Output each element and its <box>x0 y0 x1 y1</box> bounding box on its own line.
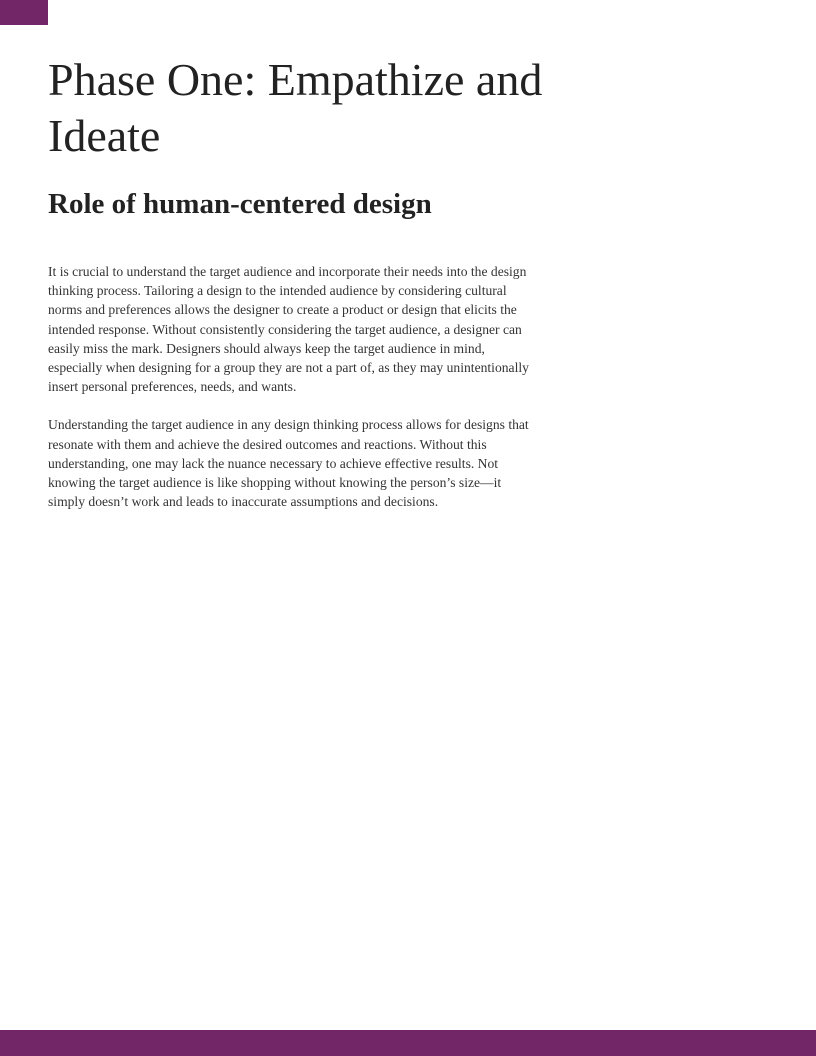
document-content <box>48 52 548 511</box>
footer-accent-bar <box>0 1030 816 1056</box>
section-heading: Role of human-centered design <box>48 188 432 220</box>
body-paragraph-1: It is crucial to understand the target audience and incorporate their needs into the design thinking process. Tailoring a design to the intended audience by considering cultural norms and preferences allows the designer to create a product or design that elicits the intended response. Without consistently considering the target audience, a designer can easily miss the mark. Designers should always keep the target audience in mind, especially when designing for a group they are not a part of, as they may unintentionally insert personal preferences, needs, and wants. <box>48 264 529 395</box>
page-title: Phase One: Empathize and Ideate <box>48 54 543 161</box>
body-paragraph-2: Understanding the target audience in any design thinking process allows for designs that resonate with them and achieve the desired outcomes and reactions. Without this understanding, one may lack the nuance necessary to achieve effective results. Not knowing the target audience is like shopping without knowing the person’s size—it simply doesn’t work and leads to inaccurate assumptions and decisions. <box>48 417 529 510</box>
corner-accent-tab <box>0 0 48 25</box>
